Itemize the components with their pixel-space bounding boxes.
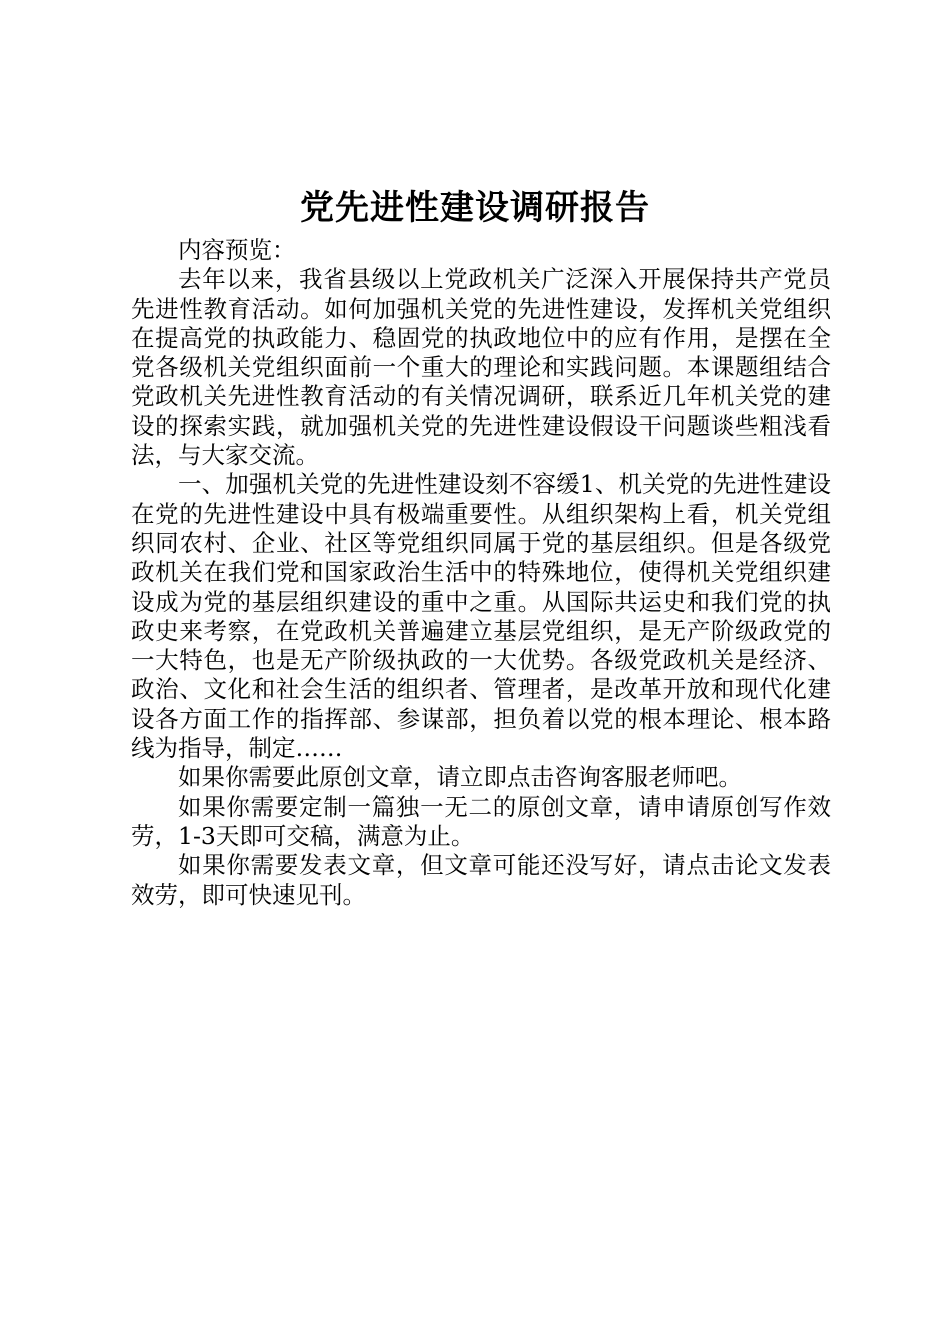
custom-writing-text: 如果你需要定制一篇独一无二的原创文章，请申请原创写作效劳，1-3天即可交稿，满意为止。 (131, 792, 831, 850)
preview-label: 内容预览： (178, 236, 296, 264)
document-title: 党先进性建设调研报告 (300, 188, 650, 228)
consult-service-text: 如果你需要此原创文章，请立即点击咨询客服老师吧。 (178, 763, 742, 792)
document-body (131, 236, 831, 910)
section-one-paragraph: 一、加强机关党的先进性建设刻不容缓1、机关党的先进性建设在党的先进性建设中具有极端重要性。从组织架构上看，机关党组织同农村、企业、社区等党组织同属于党的基层组织。但是各级党政机关在我们党和国家政治生活中的特殊地位，使得机关党组织建设成为党的基层组织建设的重中之重。从国际共运史和我们党的执政史来考察，在党政机关普遍建立基层党组织，是无产阶级政党的一大特色，也是无产阶级执政的一大优势。各级党政机关是经济、政治、文化和社会生活的组织者、管理者，是改革开放和现代化建设各方面工作的指挥部、参谋部，担负着以党的根本理论、根本路线为指导，制定…… (131, 470, 831, 763)
intro-paragraph: 去年以来，我省县级以上党政机关广泛深入开展保持共产党员先进性教育活动。如何加强机关党的先进性建设，发挥机关党组织在提高党的执政能力、稳固党的执政地位中的应有作用，是摆在全党各级机关党组织面前一个重大的理论和实践问题。本课题组结合党政机关先进性教育活动的有关情况调研，联系近几年机关党的建设的探索实践，就加强机关党的先进性建设假设干问题谈些粗浅看法，与大家交流。 (131, 265, 831, 470)
publish-service-text: 如果你需要发表文章，但文章可能还没写好，请点击论文发表效劳，即可快速见刊。 (131, 851, 831, 909)
